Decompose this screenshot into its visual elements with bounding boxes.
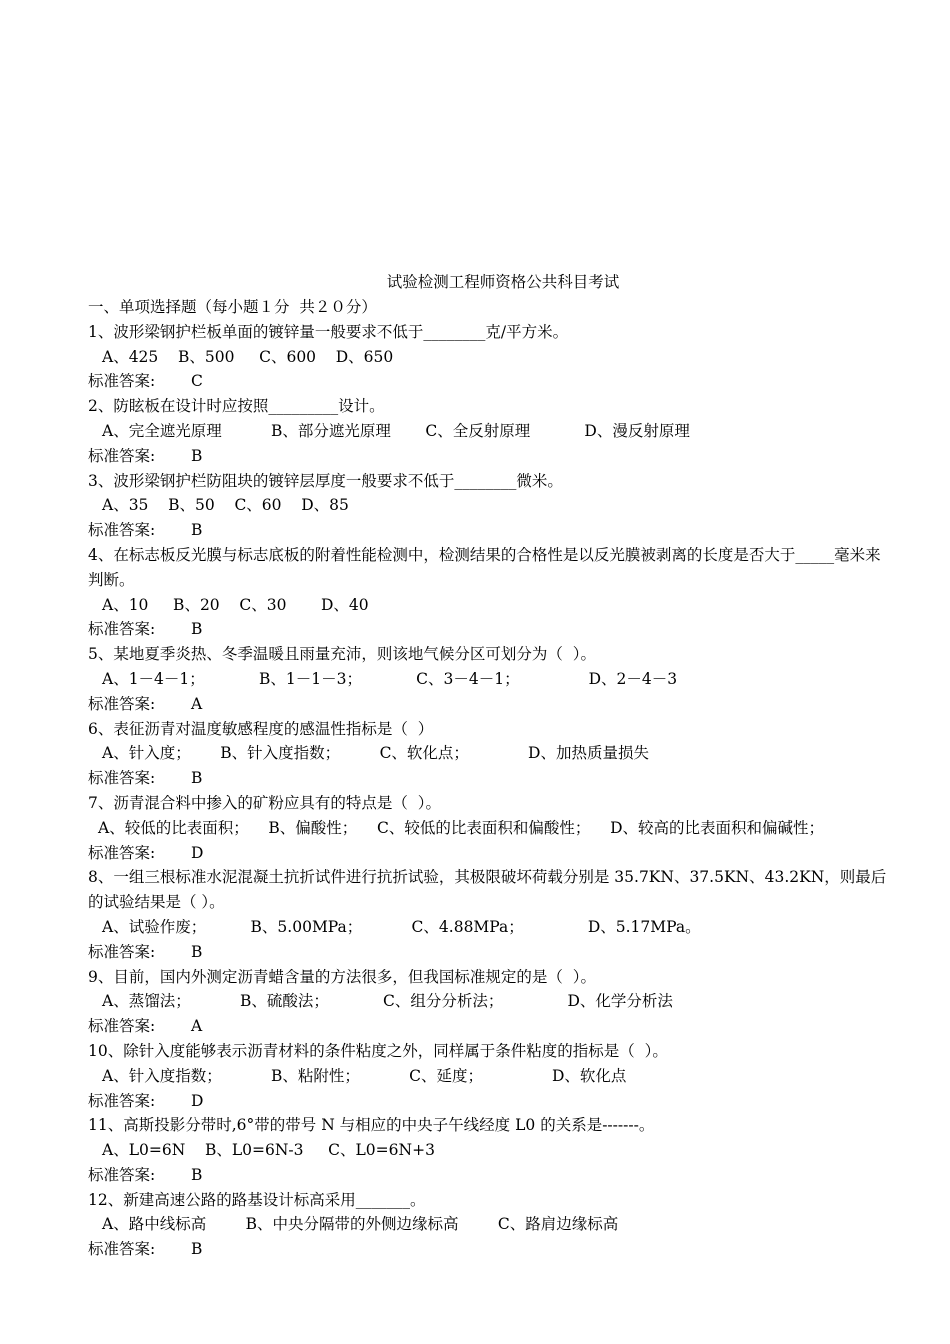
question-block-2 [88,394,888,468]
question-block-4 [88,543,888,642]
answer-label: 标准答案: [88,1240,156,1259]
answer-label: 标准答案: [88,694,156,713]
question-text: 1、波形梁钢护栏板单面的镀锌量一般要求不低于________克/平方米。 [88,322,569,341]
answer-line [88,692,888,717]
answer-value: B [191,446,203,465]
answer-value: A [191,694,203,713]
question-options: A、针入度指数； B、粘附性； C、延度； D、软化点 [102,1066,627,1085]
answer-line [88,841,888,866]
question-block-7 [88,791,888,865]
question-block-6 [88,717,888,791]
answer-value: A [191,1017,203,1036]
question-text: 11、高斯投影分带时,6°带的带号 N 与相应的中央子午线经度 L0 的关系是-------。 [88,1116,655,1135]
question-block-8 [88,865,888,964]
answer-line [88,1237,888,1262]
answer-line [88,444,888,469]
answer-label: 标准答案: [88,843,156,862]
answer-value: B [191,1165,203,1184]
answer-value: D [191,1091,204,1110]
answer-line [88,617,888,642]
question-text: 5、某地夏季炎热、冬季温暖且雨量充沛，则该地气候分区可划分为（ ）。 [88,645,596,664]
question-block-12 [88,1188,888,1262]
answer-label: 标准答案: [88,942,156,961]
answer-label: 标准答案: [88,1165,156,1184]
question-text: 3、波形梁钢护栏防阻块的镀锌层厚度一般要求不低于________微米。 [88,471,563,490]
question-block-3 [88,469,888,543]
answer-line [88,1014,888,1039]
answer-label: 标准答案: [88,769,156,788]
section-heading: 一、单项选择题（每小题１分 共２０分） [88,298,377,316]
answer-value: C [191,372,203,391]
answer-value: B [191,769,203,788]
question-text: 4、在标志板反光膜与标志底板的附着性能检测中，检测结果的合格性是以反光膜被剥离的长度是否大于_____毫米来判断。 [88,545,881,589]
question-options: A、35 B、50 C、60 D、85 [102,496,349,515]
answer-line [88,1163,888,1188]
answer-value: B [191,620,203,639]
exam-page [88,270,888,1262]
answer-label: 标准答案: [88,446,156,465]
question-options: A、试验作废； B、5.00MPa； C、4.88MPa； D、5.17MPa。 [102,917,701,936]
question-options: A、完全遮光原理 B、部分遮光原理 C、全反射原理 D、漫反射原理 [102,421,690,440]
question-options: A、L0=6N B、L0=6N-3 C、L0=6N+3 [102,1141,435,1160]
answer-line [88,766,888,791]
question-block-1 [88,320,888,394]
question-options: A、1－4－1； B、1－1－3； C、3－4－1； D、2－4－3 [102,669,678,688]
question-block-10 [88,1039,888,1113]
answer-label: 标准答案: [88,620,156,639]
answer-line [88,369,888,394]
question-block-9 [88,965,888,1039]
answer-value: D [191,843,204,862]
answer-line [88,1089,888,1114]
answer-value: B [191,521,203,540]
answer-label: 标准答案: [88,1091,156,1110]
question-options: A、针入度； B、针入度指数； C、软化点； D、加热质量损失 [102,744,649,763]
question-text: 10、除针入度能够表示沥青材料的条件粘度之外，同样属于条件粘度的指标是（ ）。 [88,1041,668,1060]
question-options: A、蒸馏法； B、硫酸法； C、组分分析法； D、化学分析法 [102,992,673,1011]
answer-label: 标准答案: [88,521,156,540]
question-block-5 [88,642,888,716]
answer-line [88,940,888,965]
question-text: 2、防眩板在设计时应按照_________设计。 [88,397,385,416]
answer-label: 标准答案: [88,372,156,391]
answer-value: B [191,1240,203,1259]
answer-line [88,518,888,543]
question-text: 7、沥青混合料中掺入的矿粉应具有的特点是（ ）。 [88,793,441,812]
answer-value: B [191,942,203,961]
answer-label: 标准答案: [88,1017,156,1036]
question-block-11 [88,1113,888,1187]
exam-title: 试验检测工程师资格公共科目考试 [386,273,620,291]
question-text: 6、表征沥青对温度敏感程度的感温性指标是（ ） [88,719,434,738]
question-options: A、较低的比表面积； B、偏酸性； C、较低的比表面积和偏酸性； D、较高的比表面积和偏碱性； [98,818,824,837]
question-options: A、425 B、500 C、600 D、650 [102,347,394,366]
question-text: 9、目前，国内外测定沥青蜡含量的方法很多，但我国标准规定的是（ ）。 [88,967,596,986]
question-text: 8、一组三根标准水泥混凝土抗折试件进行抗折试验，其极限破坏荷载分别是 35.7KN、37.5KN、43.2KN，则最后的试验结果是（ ）。 [88,868,887,912]
question-options: A、10 B、20 C、30 D、40 [102,595,369,614]
question-text: 12、新建高速公路的路基设计标高采用_______。 [88,1190,426,1209]
question-options: A、路中线标高 B、中央分隔带的外侧边缘标高 C、路肩边缘标高 [102,1215,619,1234]
